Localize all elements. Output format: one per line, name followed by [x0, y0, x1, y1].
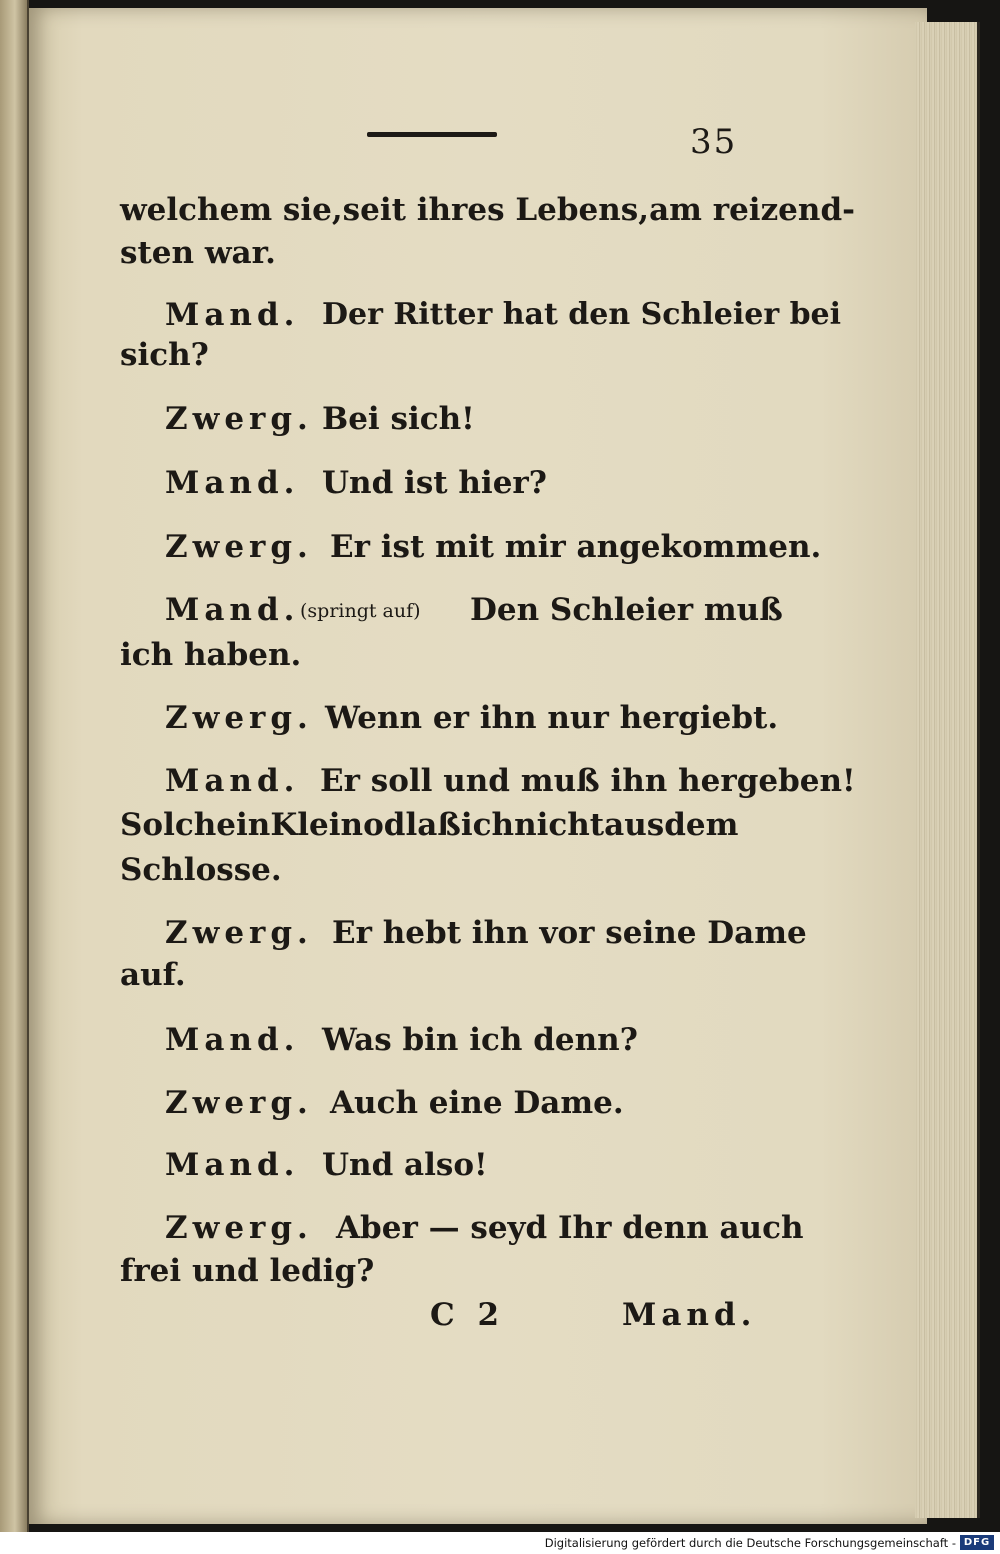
text-segment: ich: [460, 807, 515, 843]
speaker-label: Zwerg.: [165, 1085, 313, 1121]
dialogue-text: Er hebt ihn vor seine Dame: [332, 915, 807, 951]
text-segment: nicht: [514, 807, 605, 843]
catchword: Mand.: [622, 1297, 757, 1333]
funding-credit: Digitalisierung gefördert durch die Deutsche Forschungsgemeinschaft -: [544, 1536, 956, 1550]
dialogue-text: Und ist hier?: [322, 465, 547, 501]
signature-mark: C 2: [430, 1297, 506, 1333]
text-segment: welchem sie,: [120, 192, 343, 228]
previous-page-edge: [0, 0, 29, 1532]
text-line: [120, 192, 855, 228]
text-line: sten war.: [120, 235, 276, 271]
dialogue-text: Aber — seyd Ihr denn auch: [336, 1210, 804, 1246]
speaker-label: Zwerg.: [165, 700, 313, 736]
text-segment: aus: [604, 807, 665, 843]
text-segment: am reizend-: [649, 192, 855, 228]
dialogue-text: Was bin ich denn?: [322, 1022, 638, 1058]
speaker-label: Mand.: [165, 763, 300, 799]
header-rule: [367, 132, 497, 137]
text-line: sich?: [120, 337, 209, 373]
text-segment: dem: [664, 807, 739, 843]
page-number: 35: [690, 122, 738, 162]
speaker-label: Zwerg.: [165, 529, 313, 565]
dialogue-text: Bei sich!: [322, 401, 475, 437]
speaker-label: Mand.: [165, 297, 300, 333]
text-segment: ein: [216, 807, 271, 843]
text-segment: laß: [405, 807, 461, 843]
speaker-label: Zwerg.: [165, 1210, 313, 1246]
dialogue-text: Auch eine Dame.: [330, 1085, 624, 1121]
text-segment: seit ihres Lebens,: [342, 192, 650, 228]
dialogue-text: Er soll und muß ihn hergeben!: [320, 763, 856, 799]
text-line: [120, 807, 739, 843]
speaker-label: Mand.: [165, 1022, 300, 1058]
dialogue-text: Den Schleier muß: [470, 592, 783, 628]
dialogue-text: Und also!: [322, 1147, 488, 1183]
text-segment: Solch: [120, 807, 217, 843]
speaker-label: Zwerg.: [165, 401, 313, 437]
text-line: auf.: [120, 957, 186, 993]
speaker-label: Mand.: [165, 465, 300, 501]
page-edges: [915, 22, 980, 1518]
text-line: ich haben.: [120, 637, 302, 673]
dialogue-text: Der Ritter hat den Schleier bei: [322, 297, 842, 332]
dfg-logo: DFG: [960, 1535, 994, 1550]
speaker-label: Mand.: [165, 1147, 300, 1183]
text-segment: Kleinod: [270, 807, 406, 843]
dialogue-text: Wenn er ihn nur hergiebt.: [325, 700, 779, 736]
speaker-label: Zwerg.: [165, 915, 313, 951]
text-line: frei und ledig?: [120, 1253, 375, 1289]
dialogue-text: Er ist mit mir angekommen.: [330, 529, 822, 565]
stage-direction: (springt auf): [300, 600, 421, 622]
text-line: Schlosse.: [120, 852, 282, 888]
speaker-label: Mand.: [165, 592, 300, 628]
